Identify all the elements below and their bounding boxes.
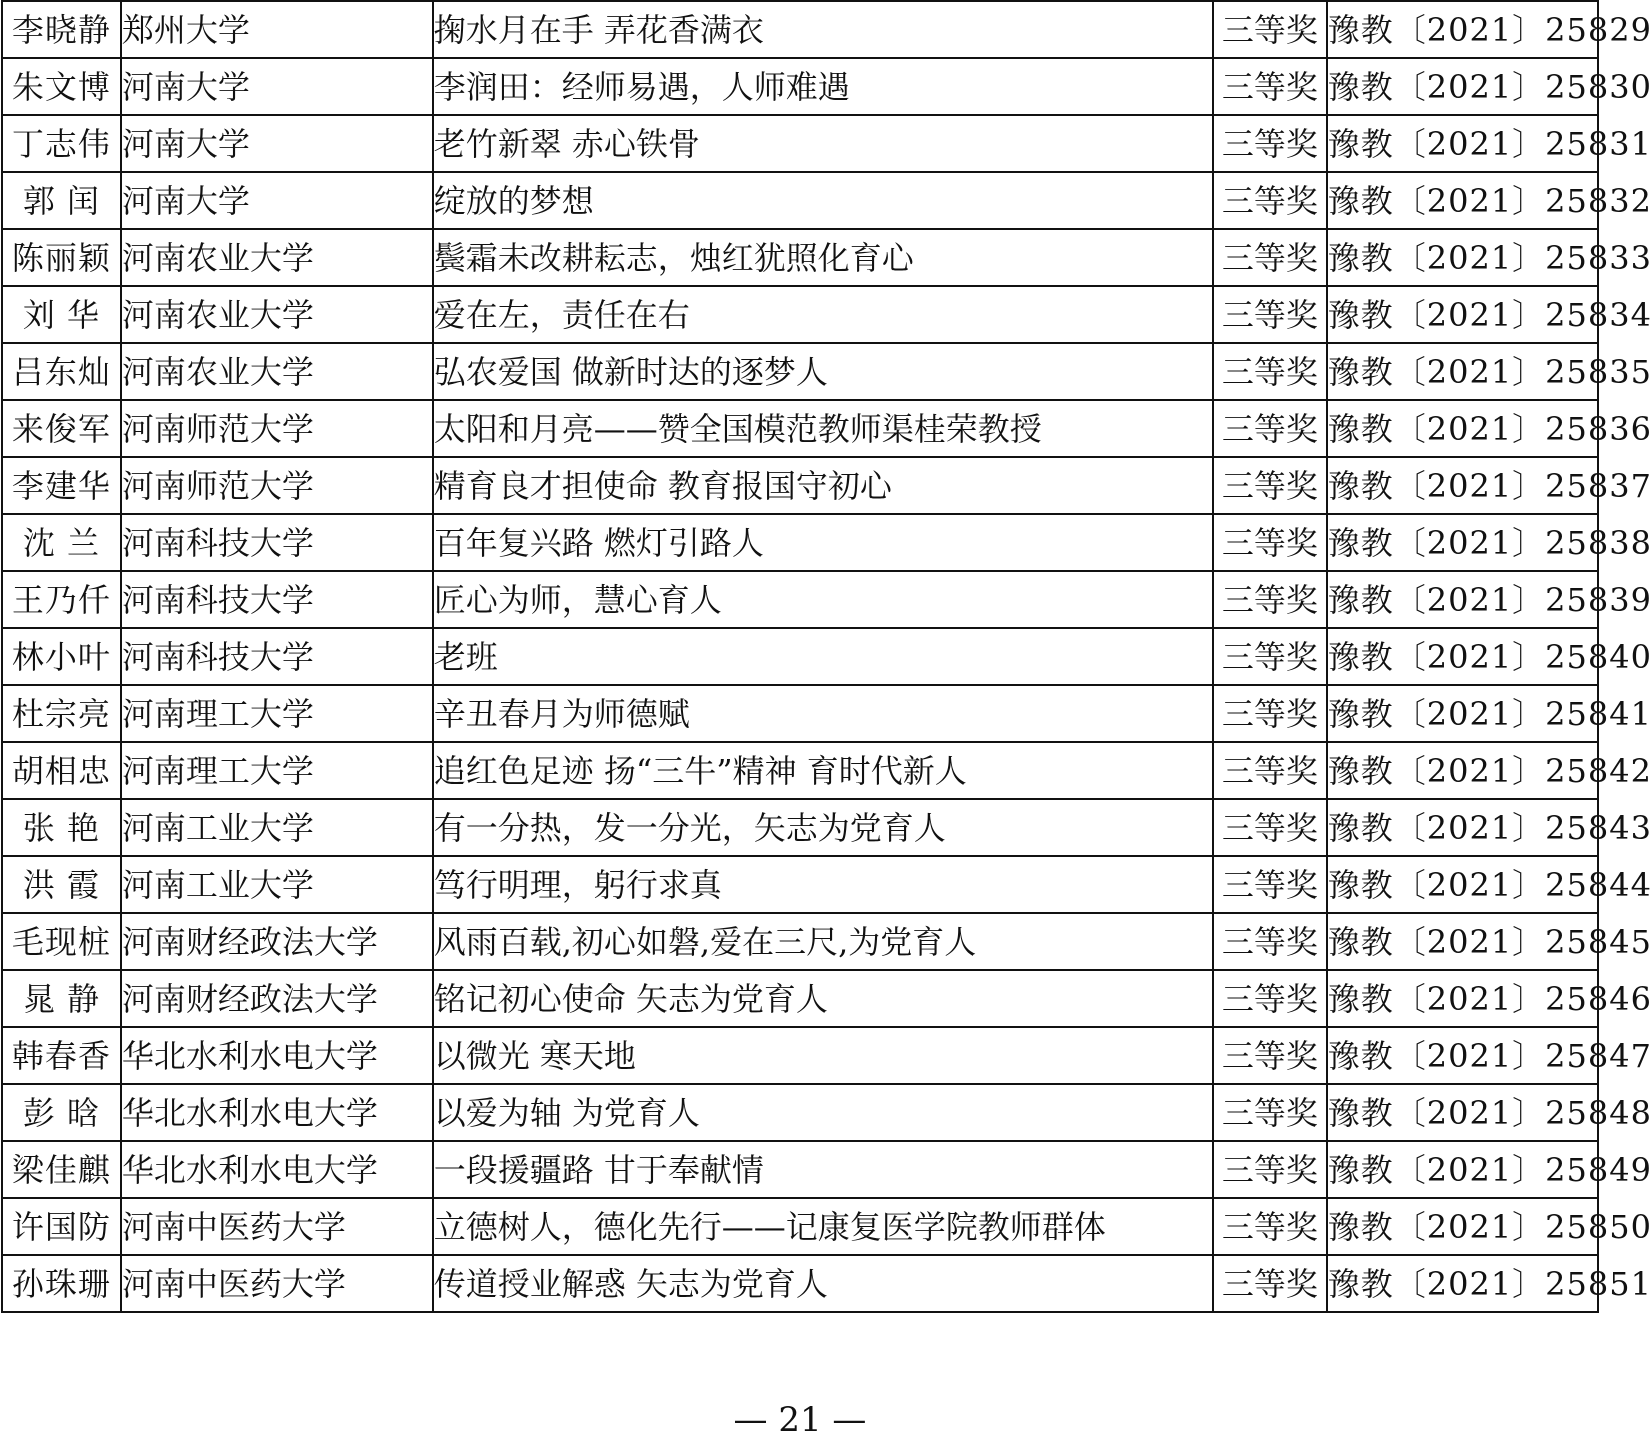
award-level-cell: 三等奖: [1213, 742, 1327, 799]
winner-name-cell: 王乃仟: [2, 571, 121, 628]
winner-name-cell: 郭 闰: [2, 172, 121, 229]
winner-name-cell: 林小叶: [2, 628, 121, 685]
winner-unit-cell: 河南工业大学: [121, 799, 433, 856]
table-row: [2, 115, 1598, 172]
winner-unit-cell: 河南理工大学: [121, 685, 433, 742]
winner-name-cell: 梁佳麒: [2, 1141, 121, 1198]
award-level-cell: 三等奖: [1213, 685, 1327, 742]
document-number-cell: 豫教〔2021〕25836: [1327, 400, 1598, 457]
winner-unit-cell: 河南大学: [121, 58, 433, 115]
award-level-cell: 三等奖: [1213, 571, 1327, 628]
winner-name-cell: 胡相忠: [2, 742, 121, 799]
winner-name-cell: 许国防: [2, 1198, 121, 1255]
winner-unit-cell: 河南工业大学: [121, 856, 433, 913]
winner-unit-cell: 河南科技大学: [121, 571, 433, 628]
work-title-cell: 笃行明理，躬行求真: [433, 856, 1213, 913]
table-row: [2, 229, 1598, 286]
winner-unit-cell: 河南农业大学: [121, 343, 433, 400]
table-row: [2, 1027, 1598, 1084]
winner-name-cell: 吕东灿: [2, 343, 121, 400]
awards-table: [1, 0, 1652, 1313]
work-title-cell: 有一分热，发一分光，矢志为党育人: [433, 799, 1213, 856]
work-title-cell: 李润田：经师易遇，人师难遇: [433, 58, 1213, 115]
table-row: [2, 856, 1598, 913]
award-level-cell: 三等奖: [1213, 115, 1327, 172]
table-row: [2, 571, 1598, 628]
table-row: [2, 286, 1598, 343]
winner-unit-cell: 河南大学: [121, 115, 433, 172]
award-level-cell: 三等奖: [1213, 343, 1327, 400]
document-number-cell: 豫教〔2021〕25831: [1327, 115, 1598, 172]
award-level-cell: 三等奖: [1213, 457, 1327, 514]
table-row: [2, 742, 1598, 799]
document-number-cell: 豫教〔2021〕25832: [1327, 172, 1598, 229]
award-level-cell: 三等奖: [1213, 1141, 1327, 1198]
winner-name-cell: 来俊军: [2, 400, 121, 457]
winner-name-cell: 孙珠珊: [2, 1255, 121, 1312]
winner-name-cell: 彭 晗: [2, 1084, 121, 1141]
work-title-cell: 以爱为轴 为党育人: [433, 1084, 1213, 1141]
award-level-cell: 三等奖: [1213, 913, 1327, 970]
award-level-cell: 三等奖: [1213, 514, 1327, 571]
document-number-cell: 豫教〔2021〕25842: [1327, 742, 1598, 799]
table-row: [2, 58, 1598, 115]
document-number-cell: 豫教〔2021〕25834: [1327, 286, 1598, 343]
work-title-cell: 一段援疆路 甘于奉献情: [433, 1141, 1213, 1198]
table-row: [2, 457, 1598, 514]
winner-name-cell: 李晓静: [2, 1, 121, 58]
winner-unit-cell: 华北水利水电大学: [121, 1141, 433, 1198]
winner-unit-cell: 河南师范大学: [121, 400, 433, 457]
document-number-cell: 豫教〔2021〕25841: [1327, 685, 1598, 742]
winner-name-cell: 洪 霞: [2, 856, 121, 913]
winner-unit-cell: 河南中医药大学: [121, 1255, 433, 1312]
winner-unit-cell: 河南财经政法大学: [121, 913, 433, 970]
document-number-cell: 豫教〔2021〕25829: [1327, 1, 1598, 58]
document-number-cell: 豫教〔2021〕25837: [1327, 457, 1598, 514]
document-number-cell: 豫教〔2021〕25850: [1327, 1198, 1598, 1255]
table-row: [2, 913, 1598, 970]
document-number-cell: 豫教〔2021〕25843: [1327, 799, 1598, 856]
document-number-cell: 豫教〔2021〕25847: [1327, 1027, 1598, 1084]
document-number-cell: 豫教〔2021〕25838: [1327, 514, 1598, 571]
award-level-cell: 三等奖: [1213, 1255, 1327, 1312]
work-title-cell: 辛丑春月为师德赋: [433, 685, 1213, 742]
table-row: [2, 1084, 1598, 1141]
table-row: [2, 343, 1598, 400]
document-number-cell: 豫教〔2021〕25845: [1327, 913, 1598, 970]
winner-name-cell: 张 艳: [2, 799, 121, 856]
document-number-cell: 豫教〔2021〕25851: [1327, 1255, 1598, 1312]
winner-unit-cell: 郑州大学: [121, 1, 433, 58]
document-number-cell: 豫教〔2021〕25844: [1327, 856, 1598, 913]
document-number-cell: 豫教〔2021〕25848: [1327, 1084, 1598, 1141]
winner-unit-cell: 河南中医药大学: [121, 1198, 433, 1255]
work-title-cell: 太阳和月亮——赞全国模范教师渠桂荣教授: [433, 400, 1213, 457]
winner-name-cell: 陈丽颖: [2, 229, 121, 286]
winner-name-cell: 李建华: [2, 457, 121, 514]
page-number: — 21 —: [733, 1400, 867, 1440]
work-title-cell: 匠心为师，慧心育人: [433, 571, 1213, 628]
winner-unit-cell: 河南农业大学: [121, 229, 433, 286]
work-title-cell: 老班: [433, 628, 1213, 685]
winner-name-cell: 毛现桩: [2, 913, 121, 970]
winner-unit-cell: 华北水利水电大学: [121, 1027, 433, 1084]
table-row: [2, 799, 1598, 856]
table-row: [2, 400, 1598, 457]
table-row: [2, 514, 1598, 571]
winner-name-cell: 沈 兰: [2, 514, 121, 571]
work-title-cell: 老竹新翠 赤心铁骨: [433, 115, 1213, 172]
table-row: [2, 628, 1598, 685]
award-level-cell: 三等奖: [1213, 1198, 1327, 1255]
winner-unit-cell: 河南师范大学: [121, 457, 433, 514]
work-title-cell: 鬓霜未改耕耘志，烛红犹照化育心: [433, 229, 1213, 286]
work-title-cell: 立德树人，德化先行——记康复医学院教师群体: [433, 1198, 1213, 1255]
award-level-cell: 三等奖: [1213, 400, 1327, 457]
table-row: [2, 1198, 1598, 1255]
work-title-cell: 风雨百载,初心如磐,爱在三尺,为党育人: [433, 913, 1213, 970]
winner-unit-cell: 河南理工大学: [121, 742, 433, 799]
table-row: [2, 1, 1598, 58]
work-title-cell: 以微光 寒天地: [433, 1027, 1213, 1084]
award-level-cell: 三等奖: [1213, 1027, 1327, 1084]
work-title-cell: 绽放的梦想: [433, 172, 1213, 229]
work-title-cell: 传道授业解惑 矢志为党育人: [433, 1255, 1213, 1312]
table-row: [2, 172, 1598, 229]
award-level-cell: 三等奖: [1213, 58, 1327, 115]
award-level-cell: 三等奖: [1213, 1084, 1327, 1141]
document-number-cell: 豫教〔2021〕25830: [1327, 58, 1598, 115]
winner-unit-cell: 河南财经政法大学: [121, 970, 433, 1027]
winner-name-cell: 韩春香: [2, 1027, 121, 1084]
work-title-cell: 弘农爱国 做新时达的逐梦人: [433, 343, 1213, 400]
winner-name-cell: 刘 华: [2, 286, 121, 343]
document-number-cell: 豫教〔2021〕25833: [1327, 229, 1598, 286]
winner-unit-cell: 河南科技大学: [121, 628, 433, 685]
winner-name-cell: 朱文博: [2, 58, 121, 115]
winner-unit-cell: 河南农业大学: [121, 286, 433, 343]
table-row: [2, 1141, 1598, 1198]
award-level-cell: 三等奖: [1213, 229, 1327, 286]
document-number-cell: 豫教〔2021〕25840: [1327, 628, 1598, 685]
table-row: [2, 1255, 1598, 1312]
document-number-cell: 豫教〔2021〕25846: [1327, 970, 1598, 1027]
award-level-cell: 三等奖: [1213, 172, 1327, 229]
document-number-cell: 豫教〔2021〕25849: [1327, 1141, 1598, 1198]
work-title-cell: 掬水月在手 弄花香满衣: [433, 1, 1213, 58]
table-row: [2, 685, 1598, 742]
document-number-cell: 豫教〔2021〕25835: [1327, 343, 1598, 400]
award-level-cell: 三等奖: [1213, 628, 1327, 685]
awards-table-body: [2, 1, 1652, 1312]
award-level-cell: 三等奖: [1213, 799, 1327, 856]
winner-unit-cell: 河南科技大学: [121, 514, 433, 571]
award-level-cell: 三等奖: [1213, 1, 1327, 58]
work-title-cell: 铭记初心使命 矢志为党育人: [433, 970, 1213, 1027]
work-title-cell: 百年复兴路 燃灯引路人: [433, 514, 1213, 571]
award-level-cell: 三等奖: [1213, 970, 1327, 1027]
table-row: [2, 970, 1598, 1027]
winner-name-cell: 杜宗亮: [2, 685, 121, 742]
winner-name-cell: 丁志伟: [2, 115, 121, 172]
winner-unit-cell: 河南大学: [121, 172, 433, 229]
award-level-cell: 三等奖: [1213, 286, 1327, 343]
winner-name-cell: 晁 静: [2, 970, 121, 1027]
work-title-cell: 追红色足迹 扬“三牛”精神 育时代新人: [433, 742, 1213, 799]
work-title-cell: 精育良才担使命 教育报国守初心: [433, 457, 1213, 514]
award-level-cell: 三等奖: [1213, 856, 1327, 913]
winner-unit-cell: 华北水利水电大学: [121, 1084, 433, 1141]
work-title-cell: 爱在左，责任在右: [433, 286, 1213, 343]
document-number-cell: 豫教〔2021〕25839: [1327, 571, 1598, 628]
